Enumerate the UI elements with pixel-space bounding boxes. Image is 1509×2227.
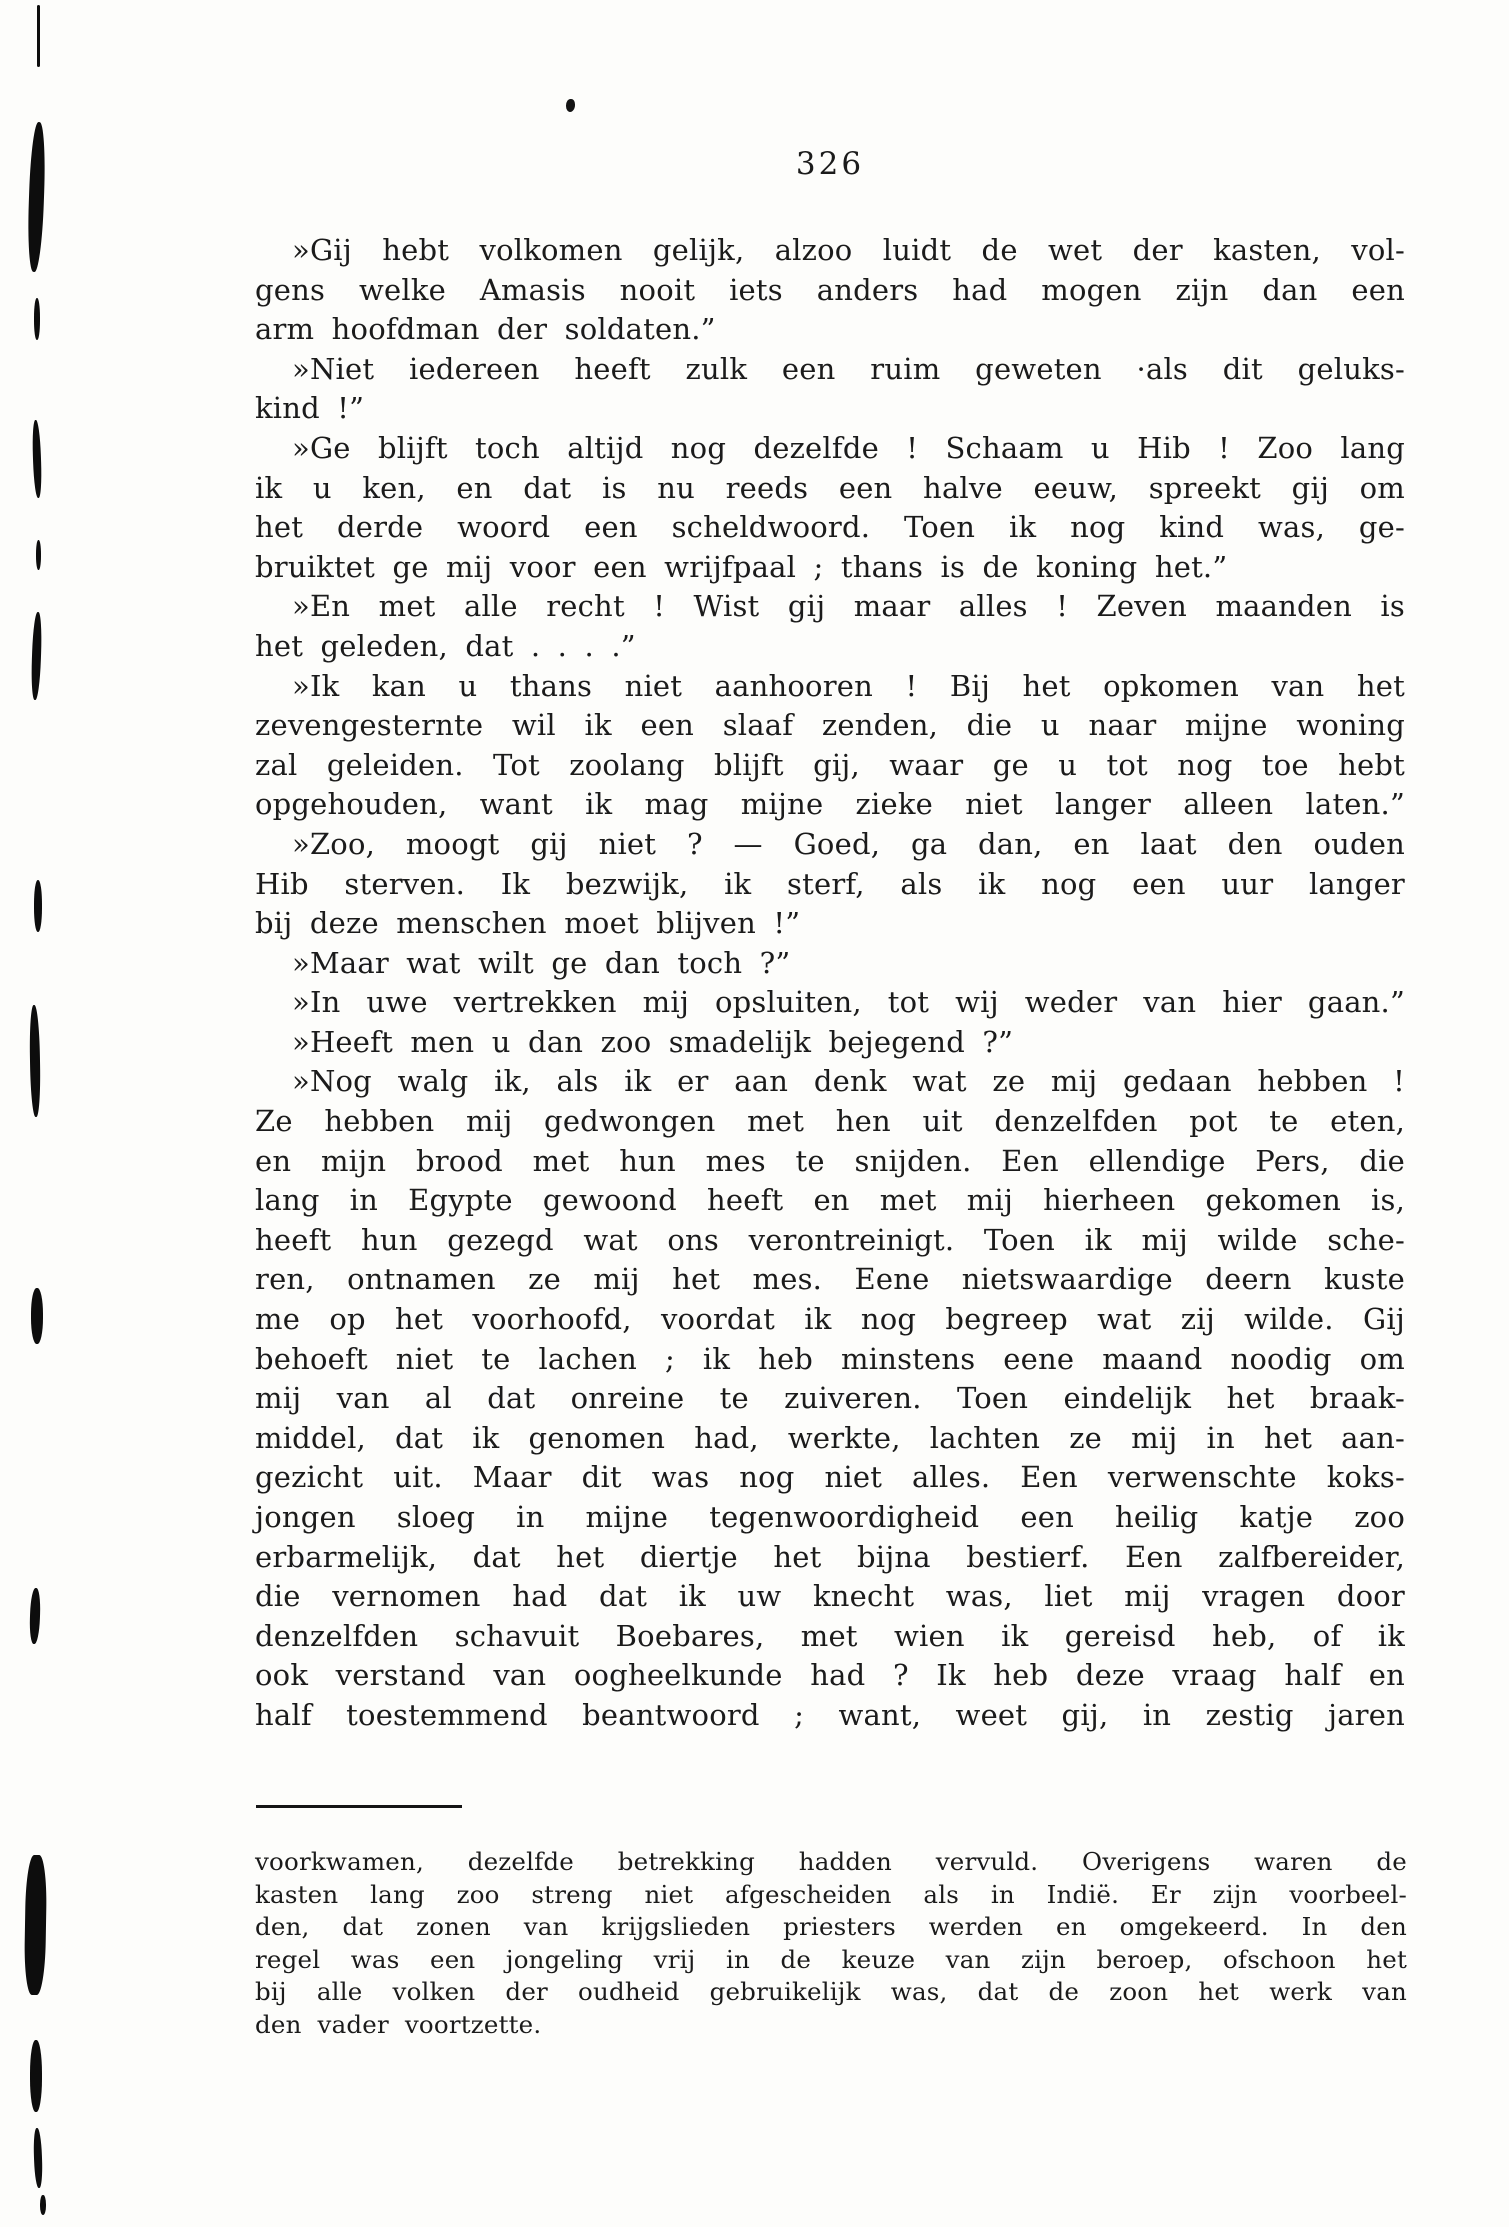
text-line: ook verstand van oogheelkunde had ? Ik heb deze vraag half en bbox=[255, 1658, 1405, 1693]
text-line: arm hoofdman der soldaten.” bbox=[255, 312, 716, 347]
text-line: bruiktet ge mij voor een wrijfpaal ; thans is de koning het.” bbox=[255, 549, 1228, 584]
footnote-line: regel was een jongeling vrij in de keuze van zijn beroep, ofschoon het bbox=[255, 1944, 1407, 1974]
footnote-line: den vader voortzette. bbox=[255, 2009, 542, 2039]
body-text bbox=[255, 231, 1405, 1736]
text-line: »Maar wat wilt ge dan toch ?” bbox=[292, 945, 791, 980]
scan-artifact bbox=[33, 2128, 43, 2188]
text-line: zevengesternte wil ik een slaaf zenden, die u naar mijne woning bbox=[255, 708, 1405, 743]
scan-artifact bbox=[29, 1005, 41, 1117]
text-line: die vernomen had dat ik uw knecht was, liet mij vragen door bbox=[255, 1579, 1405, 1614]
scan-artifact bbox=[31, 1288, 43, 1344]
footnote-line: den, dat zonen van krijgslieden priesters werden en omgekeerd. In den bbox=[255, 1912, 1407, 1942]
text-line: »Ik kan u thans niet aanhooren ! Bij het opkomen van het bbox=[292, 668, 1405, 703]
text-line: jongen sloeg in mijne tegenwoordigheid een heilig katje zoo bbox=[255, 1500, 1405, 1534]
scan-artifact bbox=[30, 612, 42, 700]
footnote-separator bbox=[256, 1805, 462, 1808]
text-line: lang in Egypte gewoond heeft en met mij hierheen gekomen is, bbox=[255, 1183, 1405, 1218]
text-line: erbarmelijk, dat het diertje het bijna bestierf. Een zalfbereider, bbox=[255, 1539, 1405, 1574]
scan-artifact bbox=[26, 122, 46, 272]
text-line: bij deze menschen moet blijven !” bbox=[255, 906, 801, 941]
text-line: »En met alle recht ! Wist gij maar alles ! Zeven maanden is bbox=[292, 589, 1405, 624]
text-line: en mijn brood met hun mes te snijden. Een ellendige Pers, die bbox=[255, 1143, 1405, 1178]
text-line: ren, ontnamen ze mij het mes. Eene nietswaardige deern kuste bbox=[255, 1262, 1405, 1297]
text-line: »Ge blijft toch altijd nog dezelfde ! Schaam u Hib ! Zoo lang bbox=[292, 430, 1405, 465]
text-line: heeft hun gezegd wat ons verontreinigt. Toen ik mij wilde sche- bbox=[255, 1222, 1405, 1257]
text-line: »In uwe vertrekken mij opsluiten, tot wij weder van hier gaan.” bbox=[292, 985, 1405, 1020]
text-line: »Zoo, moogt gij niet ? — Goed, ga dan, en laat den ouden bbox=[292, 826, 1405, 861]
text-line: denzelfden schavuit Boebares, met wien ik gereisd heb, of ik bbox=[255, 1618, 1405, 1653]
scan-artifact bbox=[34, 880, 42, 932]
footnote-line: voorkwamen, dezelfde betrekking hadden vervuld. Overigens waren de bbox=[255, 1847, 1407, 1876]
text-line: behoeft niet te lachen ; ik heb minstens eene maand noodig om bbox=[255, 1341, 1405, 1376]
text-line: mij van al dat onreine te zuiveren. Toen eindelijk het braak- bbox=[255, 1381, 1405, 1416]
footnote-line: bij alle volken der oudheid gebruikelijk was, dat de zoon het werk van bbox=[255, 1977, 1407, 2007]
footnote-line: kasten lang zoo streng niet afgescheiden als in Indië. Er zijn voorbeel- bbox=[255, 1879, 1407, 1909]
scan-artifact bbox=[40, 2195, 46, 2215]
scan-artifact bbox=[29, 1588, 41, 1644]
text-line: Hib sterven. Ik bezwijk, ik sterf, als ik nog een uur langer bbox=[255, 866, 1405, 901]
text-line: zal geleiden. Tot zoolang blijft gij, waar ge u tot nog toe hebt bbox=[255, 747, 1405, 782]
text-line: gens welke Amasis nooit iets anders had mogen zijn dan een bbox=[255, 272, 1405, 307]
text-line: me op het voorhoofd, voordat ik nog begreep wat zij wilde. Gij bbox=[255, 1302, 1405, 1337]
footnote-text bbox=[255, 1846, 1407, 2042]
text-line: »Heeft men u dan zoo smadelijk bejegend ?” bbox=[292, 1024, 1014, 1059]
ink-speck bbox=[566, 99, 575, 112]
text-line: het geleden, dat . . . .” bbox=[255, 628, 636, 663]
text-line: »Niet iedereen heeft zulk een ruim geweten ·als dit geluks- bbox=[292, 351, 1405, 386]
scan-artifact bbox=[30, 2040, 42, 2112]
text-line: »Nog walg ik, als ik er aan denk wat ze mij gedaan hebben ! bbox=[292, 1064, 1405, 1099]
text-line: kind !” bbox=[255, 391, 365, 426]
page-number: 326 bbox=[795, 146, 865, 182]
text-line: Ze hebben mij gedwongen met hen uit denzelfden pot te eten, bbox=[255, 1104, 1405, 1139]
scan-artifact bbox=[24, 1855, 47, 1995]
text-line: half toestemmend beantwoord ; want, weet gij, in zestig jaren bbox=[255, 1697, 1405, 1732]
scan-artifact bbox=[36, 540, 41, 570]
scan-artifact bbox=[37, 5, 40, 67]
scan-artifact bbox=[34, 298, 40, 340]
scan-artifact bbox=[32, 420, 43, 498]
text-line: middel, dat ik genomen had, werkte, lachten ze mij in het aan- bbox=[255, 1420, 1405, 1455]
text-line: ik u ken, en dat is nu reeds een halve eeuw, spreekt gij om bbox=[255, 470, 1405, 505]
text-line: opgehouden, want ik mag mijne zieke niet langer alleen laten.” bbox=[255, 787, 1405, 822]
text-line: het derde woord een scheldwoord. Toen ik nog kind was, ge- bbox=[255, 510, 1405, 545]
text-line: gezicht uit. Maar dit was nog niet alles. Een verwenschte koks- bbox=[255, 1460, 1405, 1495]
text-line: »Gij hebt volkomen gelijk, alzoo luidt de wet der kasten, vol- bbox=[292, 233, 1405, 267]
